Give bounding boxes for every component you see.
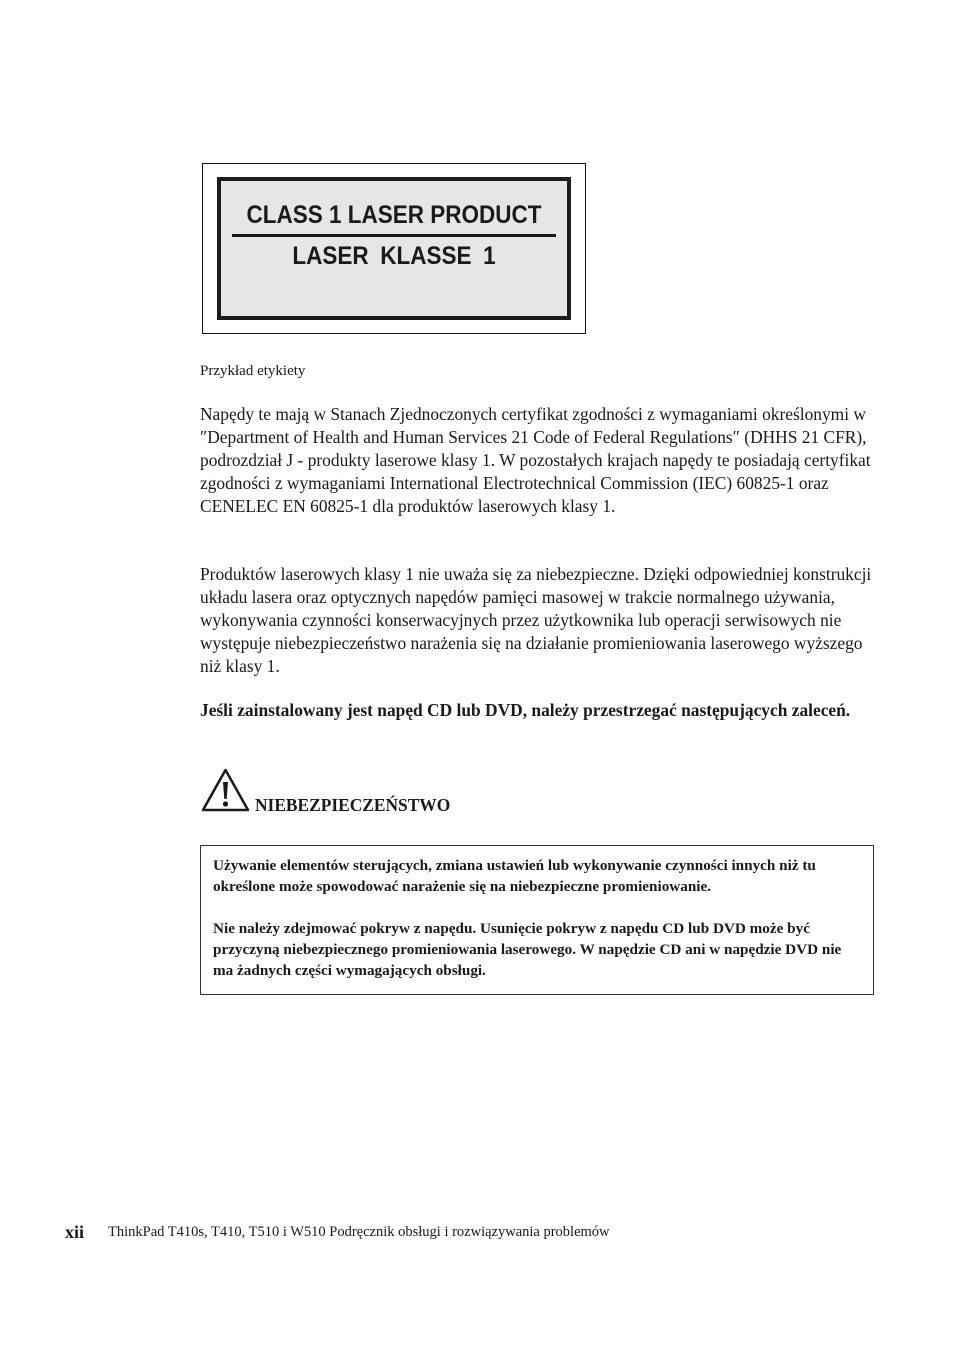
warning-triangle-icon bbox=[201, 768, 250, 812]
danger-heading: NIEBEZPIECZEŃSTWO bbox=[255, 795, 451, 815]
danger-text-covers: Nie należy zdejmować pokryw z napędu. Usunięcie pokryw z napędu CD lub DVD może być przyczyną niebezpiecznego promieniowania laserowego. W napędzie CD ani w napędzie DVD nie ma żadnych części wymagających obsługi. bbox=[213, 920, 842, 979]
footer-document-title: ThinkPad T410s, T410, T510 i W510 Podręcznik obsługi i rozwiązywania problemów bbox=[108, 1224, 610, 1240]
paragraph-certification: Napędy te mają w Stanach Zjednoczonych certyfikat zgodności z wymaganiami określonymi w ″Department of Health and Human Services 21 Code of Federal Regulations″ (DHHS 21 CFR), podrozdział J - produkty laserowe klasy 1. W pozostałych krajach napędy te posiadają certyfikat zgodności z wymaganiami International Electrotechnical Commission (IEC) 60825-1 oraz CENELEC EN 60825-1 dla produktów laserowych klasy 1. bbox=[200, 404, 871, 516]
laser-label-line1: CLASS 1 LASER PRODUCT bbox=[246, 201, 542, 229]
paragraph-cd-dvd-notice: Jeśli zainstalowany jest napęd CD lub DVD, należy przestrzegać następujących zaleceń. bbox=[200, 700, 851, 720]
danger-notice-box bbox=[200, 845, 874, 995]
figure-caption: Przykład etykiety bbox=[200, 363, 306, 379]
laser-label-line2: LASER KLASSE 1 bbox=[292, 242, 496, 270]
page-number: xii bbox=[65, 1222, 85, 1242]
laser-label-divider bbox=[232, 234, 556, 237]
laser-label bbox=[202, 163, 586, 334]
laser-label-panel bbox=[221, 181, 567, 316]
danger-text-controls: Używanie elementów sterujących, zmiana ustawień lub wykonywanie czynności innych niż tu określone może spowodować narażenie się na niebezpieczne promieniowanie. bbox=[213, 857, 816, 895]
paragraph-class1-safety: Produktów laserowych klasy 1 nie uważa się za niebezpieczne. Dzięki odpowiedniej konstrukcji układu lasera oraz optycznych napędów pamięci masowej w trakcie normalnego używania, wykonywania czynności konserwacyjnych przez użytkownika lub operacji serwisowych nie występuje niebezpieczeństwo narażenia się na działanie promieniowania laserowego wyższego niż klasy 1. bbox=[200, 564, 872, 676]
